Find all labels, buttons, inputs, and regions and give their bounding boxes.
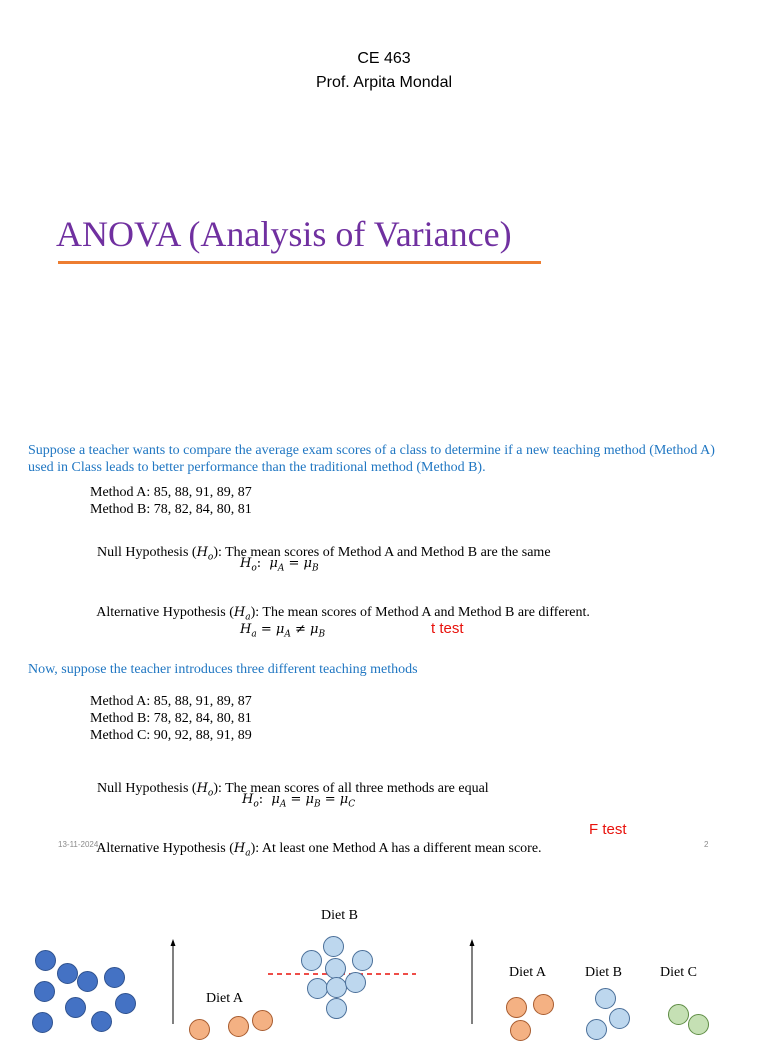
slide-title: ANOVA (Analysis of Variance) [56, 214, 512, 254]
alternative-hypothesis-equation: $H_a = \mu_A \ne \mu_B$ [240, 622, 326, 640]
diet-b-dot [352, 950, 373, 971]
diet-b-dot [326, 998, 347, 1019]
method-b2-scores: Method B: 78, 82, 84, 80, 81 [90, 711, 252, 726]
diet-b-dot [325, 958, 346, 979]
diet-b-dot [307, 978, 328, 999]
method-b-scores: Method B: 78, 82, 84, 80, 81 [90, 502, 252, 517]
label-diet-a-left: Diet A [206, 991, 243, 1006]
diet-a-dot [228, 1016, 249, 1037]
diet-b-dot [345, 972, 366, 993]
diet-a-dot [506, 997, 527, 1018]
slide-date: 13-11-2024 [58, 840, 99, 849]
diet-c-dot [668, 1004, 689, 1025]
label-diet-b: Diet B [585, 965, 622, 980]
label-diet-c: Diet C [660, 965, 697, 980]
alternative-hypothesis-text: Alternative Hypothesis $(H_a)$: The mean scores of Method A and Method B are different. [96, 605, 590, 623]
population-dot [91, 1011, 112, 1032]
method-a-scores: Method A: 85, 88, 91, 89, 87 [90, 485, 252, 500]
null-hypothesis-text: Null Hypothesis $(H_o)$: The mean scores of Method A and Method B are the same [97, 545, 551, 563]
population-dot [32, 1012, 53, 1033]
population-dot [104, 967, 125, 988]
slide-page-number: 2 [704, 840, 709, 849]
diet-b-dot [323, 936, 344, 957]
population-dot [57, 963, 78, 984]
population-dot [115, 993, 136, 1014]
label-diet-a: Diet A [509, 965, 546, 980]
population-dot [65, 997, 86, 1018]
diet-a-dot [252, 1010, 273, 1031]
diet-b-dot [301, 950, 322, 971]
population-dot [34, 981, 55, 1002]
professor-name: Prof. Arpita Mondal [315, 74, 453, 91]
diet-b-dot [326, 977, 347, 998]
t-test-label: t test [431, 620, 464, 637]
second-intro: Now, suppose the teacher introduces three different teaching methods [28, 662, 418, 677]
diet-a-dot [510, 1020, 531, 1041]
population-dot [35, 950, 56, 971]
title-underline [58, 261, 541, 264]
method-c2-scores: Method C: 90, 92, 88, 91, 89 [90, 728, 252, 743]
course-code: CE 463 [357, 50, 411, 67]
diet-b-dot [586, 1019, 607, 1040]
diet-b-dot [609, 1008, 630, 1029]
intro-paragraph: Suppose a teacher wants to compare the average exam scores of a class to determine if a new teaching method (Method A) used in Class leads to better performance than the traditional method (Method B). [28, 443, 715, 475]
diet-a-dot [533, 994, 554, 1015]
null-hypothesis-2-equation: $H_o$: $\mu_A = \mu_B = \mu_C$ [242, 792, 356, 810]
label-diet-b-top: Diet B [321, 908, 358, 923]
axis-left [166, 938, 180, 1024]
f-test-label: F test [589, 821, 627, 838]
method-a2-scores: Method A: 85, 88, 91, 89, 87 [90, 694, 252, 709]
diet-a-dot [189, 1019, 210, 1040]
axis-right [465, 938, 479, 1024]
null-hypothesis-equation: $H_o$: $\mu_A = \mu_B$ [240, 556, 319, 574]
population-dot [77, 971, 98, 992]
diet-c-dot [688, 1014, 709, 1035]
diet-b-dot [595, 988, 616, 1009]
null-hypothesis-2-text: Null Hypothesis $(H_o)$: The mean scores of all three methods are equal [97, 781, 489, 799]
alternative-hypothesis-2-text: Alternative Hypothesis $(H_a)$: At least one Method A has a different mean score. [96, 841, 542, 859]
